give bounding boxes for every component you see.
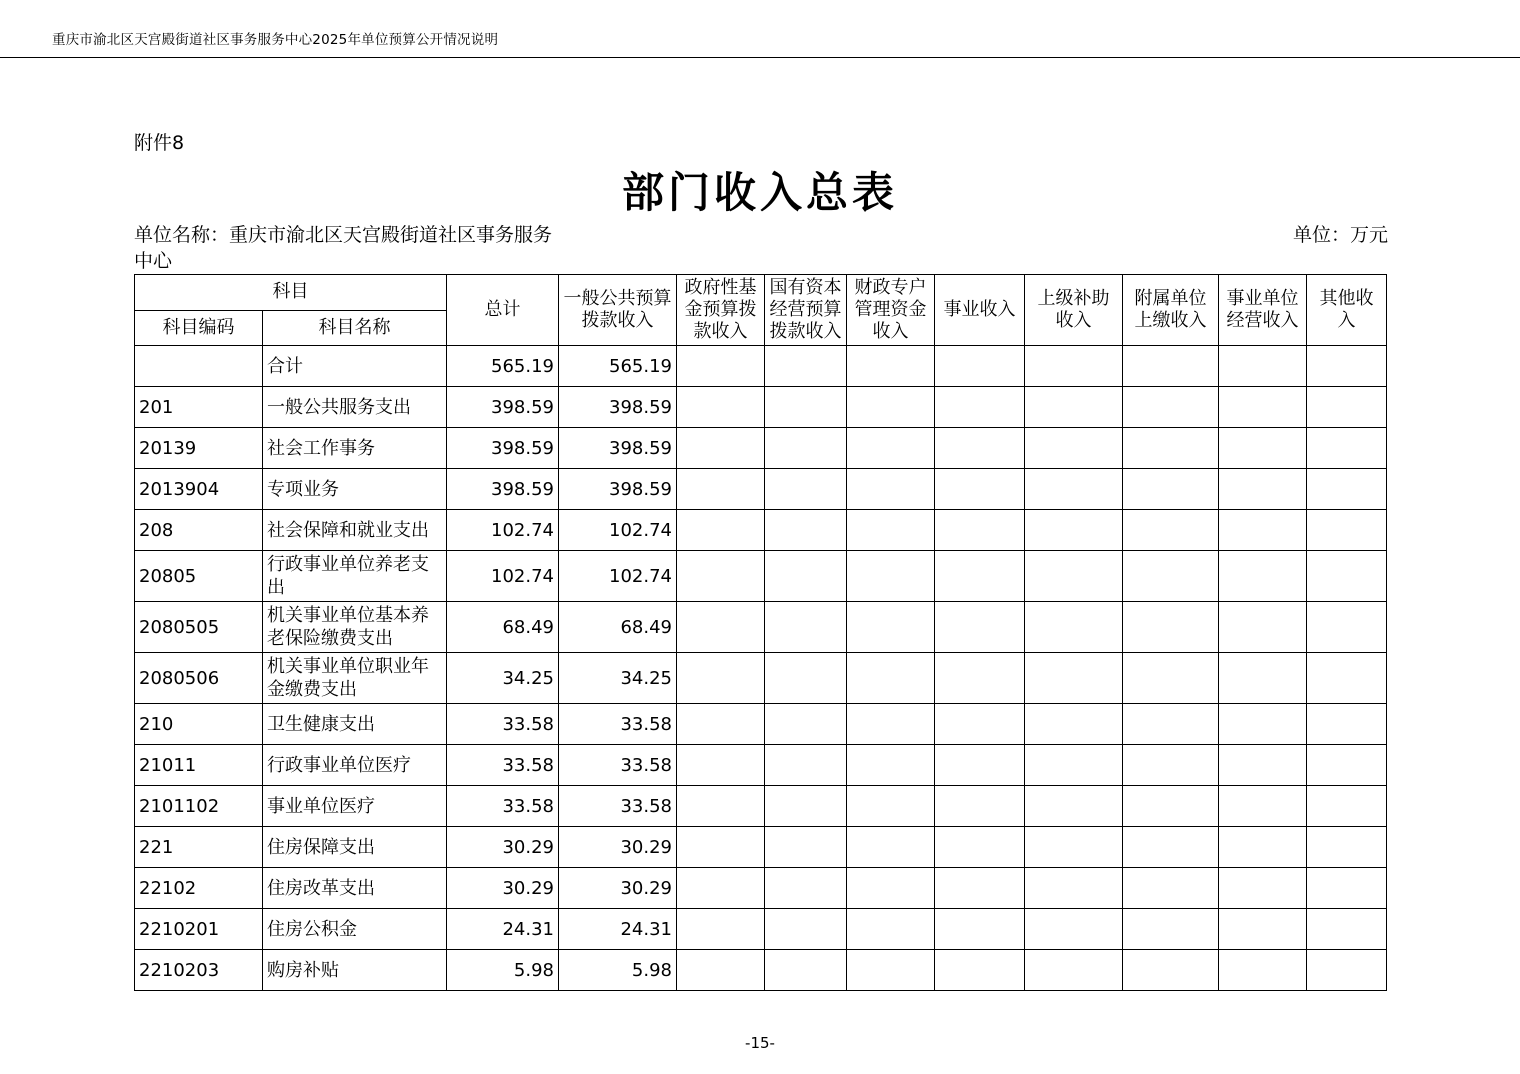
cell-fin-account	[847, 868, 935, 909]
cell-name: 购房补贴	[263, 950, 447, 991]
cell-name: 专项业务	[263, 469, 447, 510]
cell-other	[1307, 704, 1387, 745]
cell-career	[935, 786, 1025, 827]
table-row	[135, 950, 1387, 991]
cell-name: 一般公共服务支出	[263, 387, 447, 428]
table-row	[135, 428, 1387, 469]
cell-subordinate	[1123, 745, 1219, 786]
cell-general: 24.31	[559, 909, 677, 950]
header-subordinate-remit: 附属单位上缴收入	[1123, 275, 1219, 346]
cell-total: 398.59	[447, 469, 559, 510]
cell-superior	[1025, 909, 1123, 950]
cell-operating	[1219, 786, 1307, 827]
cell-superior	[1025, 704, 1123, 745]
cell-gov-fund	[677, 653, 765, 704]
cell-name: 社会工作事务	[263, 428, 447, 469]
cell-other	[1307, 551, 1387, 602]
cell-name: 卫生健康支出	[263, 704, 447, 745]
cell-superior	[1025, 868, 1123, 909]
cell-state-capital	[765, 909, 847, 950]
cell-general: 398.59	[559, 469, 677, 510]
cell-total: 565.19	[447, 346, 559, 387]
header-fin-account: 财政专户管理资金收入	[847, 275, 935, 346]
cell-career	[935, 469, 1025, 510]
cell-career	[935, 346, 1025, 387]
cell-career	[935, 602, 1025, 653]
cell-total: 24.31	[447, 909, 559, 950]
cell-subordinate	[1123, 653, 1219, 704]
cell-subordinate	[1123, 909, 1219, 950]
cell-general: 30.29	[559, 827, 677, 868]
cell-career	[935, 428, 1025, 469]
cell-name: 合计	[263, 346, 447, 387]
cell-superior	[1025, 950, 1123, 991]
cell-state-capital	[765, 653, 847, 704]
cell-subordinate	[1123, 469, 1219, 510]
running-header-text: 重庆市渝北区天宫殿街道社区事务服务中心2025年单位预算公开情况说明	[52, 32, 499, 48]
cell-other	[1307, 868, 1387, 909]
header-total: 总计	[447, 275, 559, 346]
table-row	[135, 909, 1387, 950]
cell-superior	[1025, 428, 1123, 469]
cell-name: 住房改革支出	[263, 868, 447, 909]
cell-code: 2210201	[135, 909, 263, 950]
cell-operating	[1219, 428, 1307, 469]
table-row	[135, 704, 1387, 745]
cell-total: 33.58	[447, 786, 559, 827]
cell-fin-account	[847, 786, 935, 827]
cell-code: 20139	[135, 428, 263, 469]
cell-state-capital	[765, 469, 847, 510]
cell-superior	[1025, 510, 1123, 551]
cell-operating	[1219, 602, 1307, 653]
unit-measure-label: 单位：万元	[1292, 224, 1388, 246]
header-general-budget: 一般公共预算拨款收入	[559, 275, 677, 346]
cell-name: 机关事业单位基本养老保险缴费支出	[263, 602, 447, 653]
cell-name: 行政事业单位养老支出	[263, 551, 447, 602]
cell-code: 201	[135, 387, 263, 428]
cell-subordinate	[1123, 704, 1219, 745]
cell-state-capital	[765, 745, 847, 786]
cell-code: 221	[135, 827, 263, 868]
cell-career	[935, 868, 1025, 909]
cell-total: 30.29	[447, 827, 559, 868]
cell-other	[1307, 602, 1387, 653]
header-subject-code: 科目编码	[135, 310, 263, 346]
cell-fin-account	[847, 653, 935, 704]
table-row	[135, 827, 1387, 868]
cell-gov-fund	[677, 868, 765, 909]
cell-general: 102.74	[559, 551, 677, 602]
cell-general: 398.59	[559, 428, 677, 469]
cell-operating	[1219, 510, 1307, 551]
cell-career	[935, 704, 1025, 745]
cell-gov-fund	[677, 469, 765, 510]
cell-state-capital	[765, 510, 847, 551]
cell-code: 2080505	[135, 602, 263, 653]
cell-subordinate	[1123, 387, 1219, 428]
cell-other	[1307, 827, 1387, 868]
cell-fin-account	[847, 602, 935, 653]
cell-total: 398.59	[447, 428, 559, 469]
cell-other	[1307, 346, 1387, 387]
cell-state-capital	[765, 827, 847, 868]
table-body	[135, 346, 1387, 991]
table-row	[135, 868, 1387, 909]
cell-superior	[1025, 551, 1123, 602]
cell-operating	[1219, 827, 1307, 868]
header-other-income: 其他收入	[1307, 275, 1387, 346]
cell-subordinate	[1123, 827, 1219, 868]
cell-general: 68.49	[559, 602, 677, 653]
attachment-label: 附件8	[134, 132, 185, 154]
cell-fin-account	[847, 469, 935, 510]
cell-state-capital	[765, 950, 847, 991]
cell-operating	[1219, 868, 1307, 909]
table-row	[135, 387, 1387, 428]
cell-total: 34.25	[447, 653, 559, 704]
cell-other	[1307, 469, 1387, 510]
cell-gov-fund	[677, 428, 765, 469]
cell-general: 33.58	[559, 786, 677, 827]
cell-state-capital	[765, 602, 847, 653]
cell-superior	[1025, 745, 1123, 786]
cell-state-capital	[765, 786, 847, 827]
cell-code	[135, 346, 263, 387]
cell-superior	[1025, 469, 1123, 510]
header-group-subject: 科目	[135, 275, 447, 311]
cell-fin-account	[847, 551, 935, 602]
cell-other	[1307, 653, 1387, 704]
cell-state-capital	[765, 346, 847, 387]
cell-gov-fund	[677, 387, 765, 428]
cell-fin-account	[847, 428, 935, 469]
cell-gov-fund	[677, 827, 765, 868]
cell-operating	[1219, 909, 1307, 950]
cell-general: 565.19	[559, 346, 677, 387]
running-header	[0, 0, 1520, 58]
cell-career	[935, 551, 1025, 602]
cell-career	[935, 387, 1025, 428]
table-row	[135, 551, 1387, 602]
header-subject-name: 科目名称	[263, 310, 447, 346]
cell-other	[1307, 387, 1387, 428]
cell-career	[935, 510, 1025, 551]
cell-code: 2013904	[135, 469, 263, 510]
cell-superior	[1025, 346, 1123, 387]
cell-operating	[1219, 745, 1307, 786]
header-gov-fund: 政府性基金预算拨款收入	[677, 275, 765, 346]
cell-operating	[1219, 387, 1307, 428]
cell-general: 398.59	[559, 387, 677, 428]
department-income-table	[134, 274, 1387, 991]
table-row	[135, 346, 1387, 387]
cell-general: 34.25	[559, 653, 677, 704]
cell-gov-fund	[677, 602, 765, 653]
cell-fin-account	[847, 704, 935, 745]
cell-fin-account	[847, 387, 935, 428]
cell-subordinate	[1123, 950, 1219, 991]
cell-gov-fund	[677, 704, 765, 745]
cell-state-capital	[765, 868, 847, 909]
cell-state-capital	[765, 704, 847, 745]
cell-code: 21011	[135, 745, 263, 786]
table-row	[135, 786, 1387, 827]
cell-subordinate	[1123, 786, 1219, 827]
cell-total: 5.98	[447, 950, 559, 991]
cell-fin-account	[847, 950, 935, 991]
cell-other	[1307, 745, 1387, 786]
cell-state-capital	[765, 551, 847, 602]
cell-fin-account	[847, 745, 935, 786]
cell-operating	[1219, 346, 1307, 387]
cell-general: 33.58	[559, 704, 677, 745]
cell-general: 30.29	[559, 868, 677, 909]
cell-total: 30.29	[447, 868, 559, 909]
cell-gov-fund	[677, 786, 765, 827]
cell-gov-fund	[677, 346, 765, 387]
cell-total: 102.74	[447, 551, 559, 602]
cell-subordinate	[1123, 346, 1219, 387]
cell-name: 住房公积金	[263, 909, 447, 950]
cell-subordinate	[1123, 551, 1219, 602]
table-header-row-1	[135, 275, 1387, 311]
cell-name: 事业单位医疗	[263, 786, 447, 827]
cell-other	[1307, 786, 1387, 827]
cell-subordinate	[1123, 510, 1219, 551]
header-career-income: 事业收入	[935, 275, 1025, 346]
header-divider	[0, 57, 1520, 58]
cell-code: 2080506	[135, 653, 263, 704]
cell-name: 住房保障支出	[263, 827, 447, 868]
cell-total: 398.59	[447, 387, 559, 428]
header-state-capital: 国有资本经营预算拨款收入	[765, 275, 847, 346]
cell-other	[1307, 428, 1387, 469]
cell-other	[1307, 950, 1387, 991]
cell-gov-fund	[677, 551, 765, 602]
cell-other	[1307, 909, 1387, 950]
page-title: 部门收入总表	[621, 168, 898, 217]
table-row	[135, 653, 1387, 704]
cell-state-capital	[765, 428, 847, 469]
cell-code: 210	[135, 704, 263, 745]
cell-career	[935, 909, 1025, 950]
cell-superior	[1025, 827, 1123, 868]
cell-subordinate	[1123, 868, 1219, 909]
cell-name: 社会保障和就业支出	[263, 510, 447, 551]
cell-total: 102.74	[447, 510, 559, 551]
cell-fin-account	[847, 827, 935, 868]
cell-general: 5.98	[559, 950, 677, 991]
cell-other	[1307, 510, 1387, 551]
table-row	[135, 745, 1387, 786]
cell-operating	[1219, 653, 1307, 704]
cell-subordinate	[1123, 602, 1219, 653]
cell-career	[935, 745, 1025, 786]
unit-name-label: 单位名称：重庆市渝北区天宫殿街道社区事务服务中心	[134, 224, 553, 272]
cell-code: 2101102	[135, 786, 263, 827]
cell-operating	[1219, 704, 1307, 745]
cell-superior	[1025, 387, 1123, 428]
cell-total: 33.58	[447, 704, 559, 745]
cell-total: 68.49	[447, 602, 559, 653]
cell-subordinate	[1123, 428, 1219, 469]
cell-gov-fund	[677, 510, 765, 551]
cell-name: 机关事业单位职业年金缴费支出	[263, 653, 447, 704]
cell-general: 33.58	[559, 745, 677, 786]
table-head	[135, 275, 1387, 346]
cell-superior	[1025, 786, 1123, 827]
cell-career	[935, 950, 1025, 991]
cell-gov-fund	[677, 909, 765, 950]
cell-fin-account	[847, 909, 935, 950]
cell-code: 22102	[135, 868, 263, 909]
table-row	[135, 469, 1387, 510]
table-row	[135, 510, 1387, 551]
cell-code: 20805	[135, 551, 263, 602]
cell-total: 33.58	[447, 745, 559, 786]
cell-superior	[1025, 602, 1123, 653]
cell-fin-account	[847, 510, 935, 551]
cell-code: 208	[135, 510, 263, 551]
cell-state-capital	[765, 387, 847, 428]
cell-gov-fund	[677, 745, 765, 786]
page-number: -15-	[745, 1034, 775, 1052]
cell-name: 行政事业单位医疗	[263, 745, 447, 786]
cell-general: 102.74	[559, 510, 677, 551]
cell-operating	[1219, 950, 1307, 991]
cell-superior	[1025, 653, 1123, 704]
cell-code: 2210203	[135, 950, 263, 991]
cell-gov-fund	[677, 950, 765, 991]
cell-operating	[1219, 551, 1307, 602]
header-superior-subsidy: 上级补助收入	[1025, 275, 1123, 346]
cell-career	[935, 827, 1025, 868]
cell-career	[935, 653, 1025, 704]
header-operating-income: 事业单位经营收入	[1219, 275, 1307, 346]
table-row	[135, 602, 1387, 653]
cell-fin-account	[847, 346, 935, 387]
cell-operating	[1219, 469, 1307, 510]
